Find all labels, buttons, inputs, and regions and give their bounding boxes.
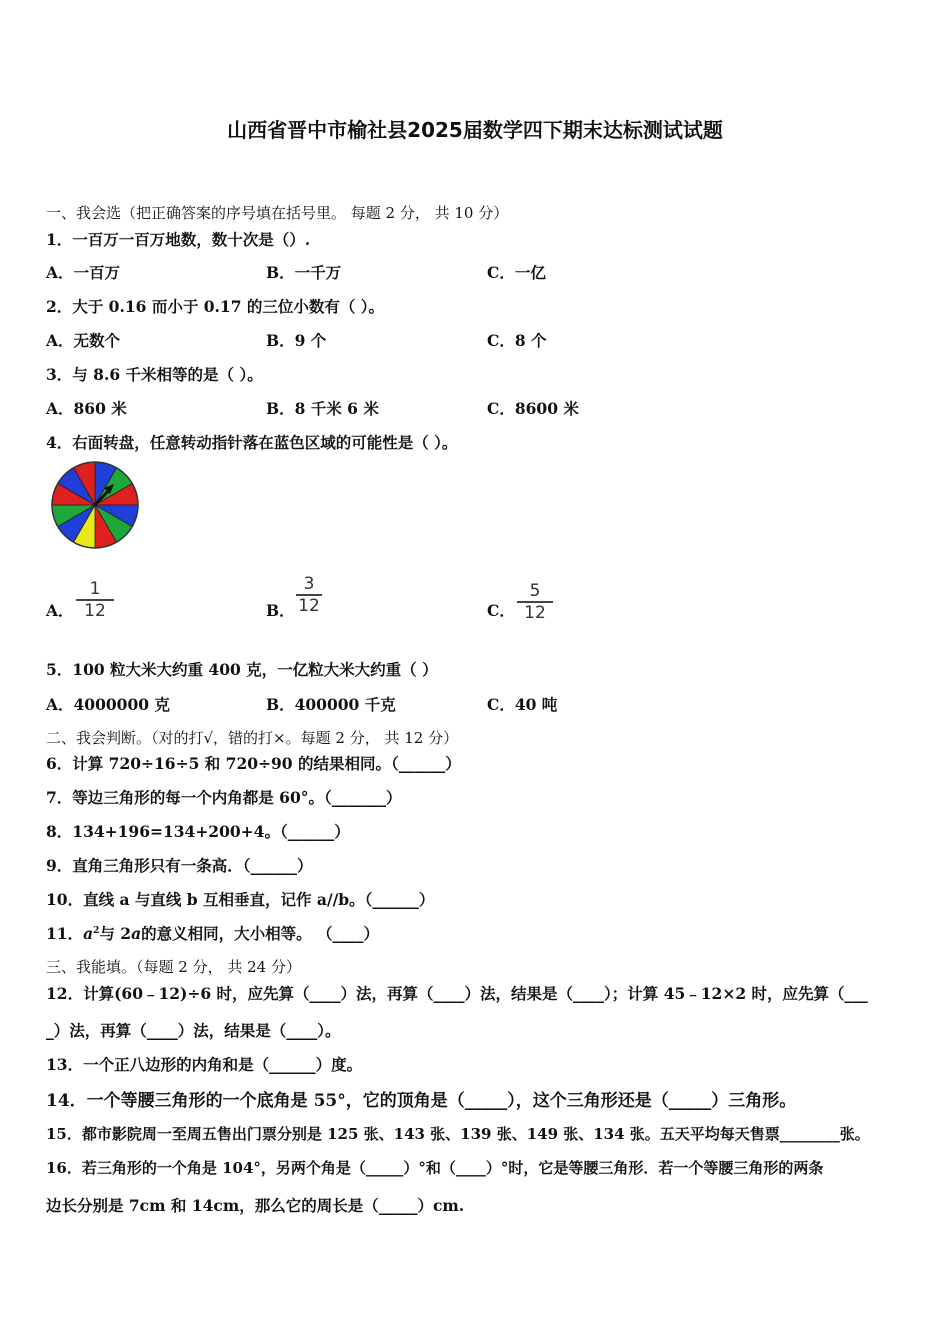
q6-text: 6．计算 720÷16÷5 和 720÷90 的结果相同。（______） (46, 754, 461, 773)
spinner-wheel (48, 460, 142, 550)
q16-text-line2: 边长分别是 7cm 和 14cm，那么它的周长是（_____）cm. (46, 1196, 465, 1215)
q3-text: 3．与 8.6 千米相等的是（ ）。 (46, 365, 263, 384)
q2-option-a: A．无数个 (46, 331, 121, 350)
q3-option-c: C．8600 米 (487, 399, 579, 418)
q11-variable-a2: a (131, 924, 142, 943)
q1-text: 1．一百万一百万地数，数十次是（）. (46, 230, 311, 249)
section3-heading: 三、我能填。（每题 2 分， 共 24 分） (46, 958, 301, 976)
q5-option-b: B．400000 千克 (266, 695, 396, 714)
q4-text: 4．右面转盘，任意转动指针落在蓝色区域的可能性是（ ）。 (46, 433, 458, 452)
page-title: 山西省晋中市榆社县2025届数学四下期末达标测试试题 (227, 118, 723, 142)
section1-heading: 一、我会选（把正确答案的序号填在括号里。 每题 2 分， 共 10 分） (46, 204, 509, 222)
q14-text: 14．一个等腰三角形的一个底角是 55°，它的顶角是（_____），这个三角形还是（_____）三角形。 (46, 1091, 797, 1111)
q11-exponent: 2 (93, 925, 100, 936)
q4-option-c-label: C． (487, 601, 515, 620)
q4-option-b-fraction (296, 575, 322, 615)
q13-text: 13．一个正八边形的内角和是（______）度。 (46, 1055, 363, 1074)
q12-text-line1: 12．计算(60﹣12)÷6 时，应先算（____）法，再算（____）法，结果是（____）；计算 45﹣12×2 时，应先算（___ (46, 984, 868, 1003)
q4-option-b-label: B． (266, 601, 295, 620)
fraction-numerator: 1 (89, 579, 101, 599)
q3-option-a: A．860 米 (46, 399, 127, 418)
fraction-denominator: 12 (524, 602, 546, 623)
q1-option-a: A．一百万 (46, 263, 121, 282)
q4-option-a-fraction (76, 580, 114, 620)
q3-option-b: B．8 千米 6 米 (266, 399, 379, 418)
q5-option-a: A．4000000 克 (46, 695, 170, 714)
fraction-denominator: 12 (84, 600, 106, 621)
q16-text-line1: 16．若三角形的一个角是 104°，另两个角是（_____）°和（____）°时，它是等腰三角形．若一个等腰三角形的两条 (46, 1159, 824, 1177)
q15-text: 15．都市影院周一至周五售出门票分别是 125 张、143 张、139 张、149 张、134 张。五天平均每天售票________张。 (46, 1125, 870, 1143)
q2-option-b: B．9 个 (266, 331, 327, 350)
fraction-numerator: 5 (529, 581, 541, 601)
q1-option-b: B．一千万 (266, 263, 342, 282)
q12-text-line2: _）法，再算（____）法，结果是（____）。 (46, 1021, 341, 1040)
q4-option-a-label: A． (46, 601, 74, 620)
q11-text (46, 922, 379, 944)
q10-text: 10．直线 a 与直线 b 互相垂直，记作 a//b。（______） (46, 890, 435, 909)
q4-option-c-fraction (517, 582, 553, 622)
q9-text: 9．直角三角形只有一条高．（______） (46, 856, 313, 875)
fraction-numerator: 3 (303, 574, 315, 594)
section2-heading: 二、我会判断。（对的打√，错的打×。每题 2 分， 共 12 分） (46, 729, 459, 747)
q11-mid: 与 2 (99, 924, 132, 943)
q11-rest: 的意义相同，大小相等。 （____） (141, 924, 380, 943)
q7-text: 7．等边三角形的每一个内角都是 60°。（_______） (46, 788, 402, 807)
q1-option-c: C．一亿 (487, 263, 546, 282)
q8-text: 8．134+196=134+200+4。（______） (46, 822, 350, 841)
fraction-denominator: 12 (298, 595, 320, 616)
q5-option-c: C．40 吨 (487, 695, 558, 714)
q5-text: 5．100 粒大米大约重 400 克，一亿粒大米大约重（ ） (46, 660, 438, 679)
q11-number: 11． (46, 924, 84, 943)
q2-option-c: C．8 个 (487, 331, 547, 350)
q2-text: 2．大于 0.16 而小于 0.17 的三位小数有（ ）。 (46, 297, 385, 316)
q11-variable-a: a (83, 924, 94, 943)
